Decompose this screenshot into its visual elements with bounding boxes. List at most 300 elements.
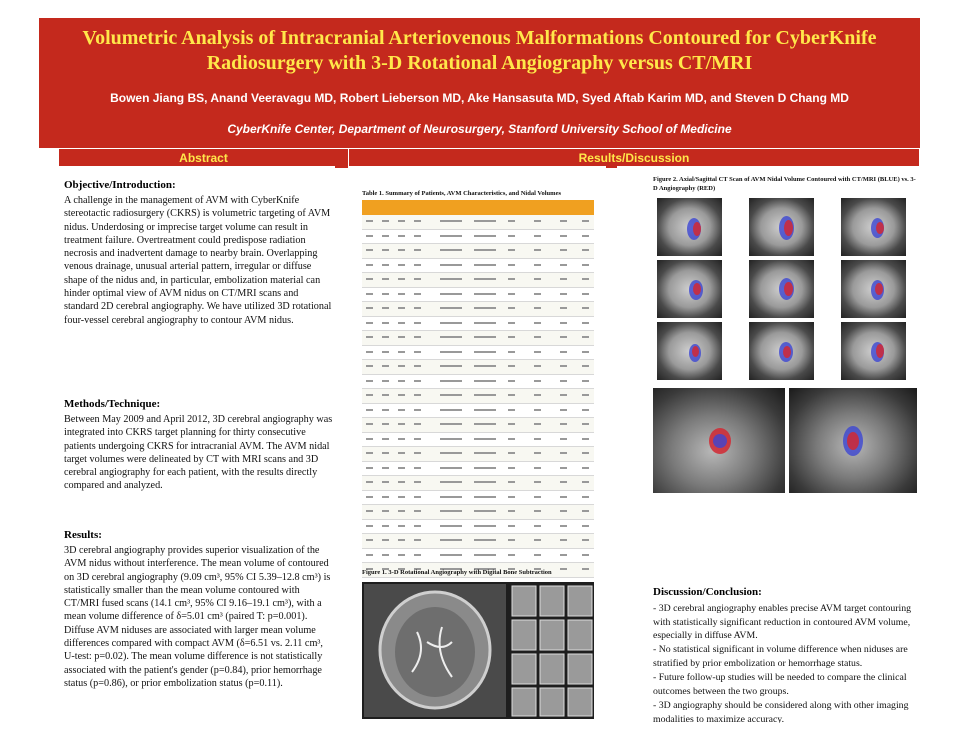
figure2-ct-grid bbox=[653, 198, 918, 593]
table-cell bbox=[414, 307, 421, 309]
table-cell bbox=[440, 394, 462, 396]
table-cell bbox=[560, 351, 567, 353]
patient-summary-table bbox=[362, 215, 594, 592]
table-cell bbox=[440, 539, 462, 541]
results-table-column bbox=[348, 166, 606, 723]
table-cell bbox=[414, 249, 421, 251]
table-cell bbox=[382, 510, 389, 512]
table-row bbox=[362, 447, 594, 462]
table-cell bbox=[414, 409, 421, 411]
table-cell bbox=[560, 307, 567, 309]
table-cell bbox=[582, 409, 589, 411]
table-cell bbox=[398, 307, 405, 309]
table-cell bbox=[382, 467, 389, 469]
table-cell bbox=[440, 380, 462, 382]
table-cell bbox=[366, 525, 373, 527]
table-cell bbox=[534, 264, 541, 266]
table-cell bbox=[582, 568, 589, 570]
table-cell bbox=[366, 293, 373, 295]
table-cell bbox=[414, 365, 421, 367]
table-cell bbox=[560, 235, 567, 237]
table-cell bbox=[560, 481, 567, 483]
table-cell bbox=[398, 409, 405, 411]
table-row bbox=[362, 215, 594, 230]
table-cell bbox=[560, 438, 567, 440]
table-cell bbox=[508, 394, 515, 396]
table-row bbox=[362, 389, 594, 404]
table-cell bbox=[560, 322, 567, 324]
table-row bbox=[362, 288, 594, 303]
table-cell bbox=[398, 249, 405, 251]
table-cell bbox=[398, 510, 405, 512]
table-cell bbox=[366, 481, 373, 483]
table-cell bbox=[474, 510, 496, 512]
table-cell bbox=[582, 293, 589, 295]
table-cell bbox=[398, 351, 405, 353]
table-cell bbox=[366, 380, 373, 382]
table-cell bbox=[534, 322, 541, 324]
table-cell bbox=[382, 322, 389, 324]
table-cell bbox=[474, 554, 496, 556]
table-row bbox=[362, 244, 594, 259]
table-cell bbox=[582, 452, 589, 454]
table-cell bbox=[382, 481, 389, 483]
table-cell bbox=[582, 336, 589, 338]
table-cell bbox=[414, 467, 421, 469]
table-cell bbox=[582, 220, 589, 222]
sagittal-ct-left bbox=[653, 388, 785, 493]
table-cell bbox=[366, 554, 373, 556]
table-cell bbox=[366, 351, 373, 353]
figure1-angiography-image bbox=[362, 582, 594, 719]
table-cell bbox=[582, 249, 589, 251]
figure1-caption: Figure 1. 3-D Rotational Angiography with Digital Bone Subtraction bbox=[362, 569, 552, 576]
abstract-section-header: Abstract bbox=[59, 149, 348, 168]
table-cell bbox=[414, 278, 421, 280]
poster bbox=[39, 18, 920, 723]
table-cell bbox=[440, 336, 462, 338]
table-row bbox=[362, 273, 594, 288]
table-cell bbox=[474, 278, 496, 280]
table-cell bbox=[414, 554, 421, 556]
table-cell bbox=[582, 365, 589, 367]
ct-slice bbox=[841, 260, 906, 318]
table-cell bbox=[582, 467, 589, 469]
table-cell bbox=[474, 351, 496, 353]
table-cell bbox=[508, 539, 515, 541]
table-cell bbox=[398, 481, 405, 483]
table-cell bbox=[440, 264, 462, 266]
table-cell bbox=[534, 278, 541, 280]
table-cell bbox=[582, 235, 589, 237]
table-cell bbox=[382, 438, 389, 440]
table-cell bbox=[560, 249, 567, 251]
table-cell bbox=[508, 278, 515, 280]
table-cell bbox=[414, 235, 421, 237]
table-cell bbox=[382, 554, 389, 556]
ct-slice bbox=[657, 198, 722, 256]
table-cell bbox=[582, 394, 589, 396]
table-cell bbox=[474, 336, 496, 338]
table-cell bbox=[508, 510, 515, 512]
table-cell bbox=[414, 264, 421, 266]
table-cell bbox=[560, 380, 567, 382]
methods-heading: Methods/Technique: bbox=[64, 398, 161, 410]
table-cell bbox=[474, 539, 496, 541]
table-cell bbox=[440, 293, 462, 295]
table-cell bbox=[560, 264, 567, 266]
table-cell bbox=[382, 235, 389, 237]
table-cell bbox=[414, 510, 421, 512]
table-cell bbox=[440, 452, 462, 454]
table-cell bbox=[474, 481, 496, 483]
table-cell bbox=[474, 452, 496, 454]
table-cell bbox=[414, 438, 421, 440]
table-cell bbox=[582, 278, 589, 280]
figure2-discussion-column bbox=[617, 166, 920, 723]
ct-slice bbox=[749, 322, 814, 380]
table-cell bbox=[560, 467, 567, 469]
methods-text: Between May 2009 and April 2012, 3D cerebral angiography was integrated into CKRS target planning for thirty consecutive patients undergoing CKRS for intracranial AVM. The AVM nidal target volumes were delineated by CT with MRI scans and 3D cerebral angiography for each patient, with the results directly compared and analyzed. bbox=[64, 414, 333, 492]
objective-text: A challenge in the management of AVM with CyberKnife stereotactic radiosurgery (CKRS) is volumetric targeting of AVM nidus. Underdosing or imprecise target volume can result in treatment failure. Overtreatment could predispose radiation necrosis and inadvertent damage to nearby brain. Overlapping venous drainage, unusual arterial pattern, irregular or diffuse shape of the nidus and, in particular, embolization material can hinder optimal view of AVM nidus on CT/MRI scans and standard 2D cerebral angiography. We have utilized 3D rotational four-vessel cerebral angiography to contour AVM nidus. bbox=[64, 195, 332, 326]
table-cell bbox=[398, 496, 405, 498]
table-cell bbox=[534, 452, 541, 454]
table-cell bbox=[508, 322, 515, 324]
ct-slice bbox=[749, 260, 814, 318]
table-cell bbox=[414, 220, 421, 222]
table-cell bbox=[398, 322, 405, 324]
table-cell bbox=[508, 467, 515, 469]
table-cell bbox=[414, 539, 421, 541]
discussion-heading: Discussion/Conclusion: bbox=[653, 586, 762, 598]
results-heading: Results: bbox=[64, 529, 102, 541]
table-cell bbox=[414, 380, 421, 382]
table-cell bbox=[582, 380, 589, 382]
table-row bbox=[362, 505, 594, 520]
table-cell bbox=[508, 336, 515, 338]
table-cell bbox=[560, 539, 567, 541]
table-cell bbox=[534, 336, 541, 338]
table-cell bbox=[560, 409, 567, 411]
table-row bbox=[362, 317, 594, 332]
table-cell bbox=[534, 351, 541, 353]
table-cell bbox=[382, 496, 389, 498]
table-row bbox=[362, 549, 594, 564]
table-cell bbox=[508, 249, 515, 251]
table-cell bbox=[398, 539, 405, 541]
table-cell bbox=[366, 467, 373, 469]
table-cell bbox=[474, 423, 496, 425]
table-cell bbox=[474, 467, 496, 469]
table-cell bbox=[440, 365, 462, 367]
table-cell bbox=[474, 409, 496, 411]
table-cell bbox=[508, 264, 515, 266]
table-row bbox=[362, 360, 594, 375]
table-cell bbox=[440, 307, 462, 309]
abstract-column bbox=[39, 166, 335, 723]
table-row bbox=[362, 520, 594, 535]
table-cell bbox=[382, 264, 389, 266]
table-cell bbox=[382, 452, 389, 454]
table-cell bbox=[582, 554, 589, 556]
table-cell bbox=[474, 525, 496, 527]
table-row bbox=[362, 491, 594, 506]
table-cell bbox=[508, 409, 515, 411]
results-section-header: Results/Discussion bbox=[349, 149, 919, 168]
table-cell bbox=[534, 481, 541, 483]
table-cell bbox=[398, 380, 405, 382]
table-cell bbox=[560, 568, 567, 570]
figure2-caption: Figure 2. Axial/Sagittal CT Scan of AVM Nidal Volume Contoured with CT/MRI (BLUE) vs. 3-D Angiography (RED) bbox=[653, 176, 916, 192]
table-cell bbox=[508, 481, 515, 483]
table-cell bbox=[582, 322, 589, 324]
sagittal-ct-right bbox=[789, 388, 917, 493]
table-cell bbox=[414, 525, 421, 527]
table-cell bbox=[382, 249, 389, 251]
results-text: 3D cerebral angiography provides superior visualization of the AVM nidus without interference. The mean volume of contoured on 3D cerebral angiography (9.09 cm³, 95% CI 5.39–12.8 cm³) is statistically smaller than the mean volume contoured with CT/MRI fused scans (14.1 cm³, 95% CI 9.16–19.1 cm³), with a mean volume difference of δ=5.01 cm³ (paired T: p=0.001). Diffuse AVM niduses are associated with larger mean volume differences compared with compact AVM (δ=6.51 vs. 2.11 cm³, U-test: p=0.02). The mean volume difference is not statistically associated with the patient's gender (p=0.84), prior hemorrhage status (p=0.86), or prior embolization status (p=0.11). bbox=[64, 545, 331, 689]
table-cell bbox=[414, 293, 421, 295]
table-cell bbox=[382, 293, 389, 295]
table-cell bbox=[366, 394, 373, 396]
table-cell bbox=[440, 496, 462, 498]
table-cell bbox=[582, 423, 589, 425]
table-cell bbox=[366, 423, 373, 425]
table-cell bbox=[366, 322, 373, 324]
objective-heading: Objective/Introduction: bbox=[64, 179, 176, 191]
table-cell bbox=[474, 235, 496, 237]
table-cell bbox=[382, 307, 389, 309]
table-cell bbox=[398, 467, 405, 469]
ct-slice bbox=[657, 260, 722, 318]
table-cell bbox=[534, 467, 541, 469]
table-cell bbox=[560, 336, 567, 338]
table-cell bbox=[474, 293, 496, 295]
table-cell bbox=[440, 467, 462, 469]
table-cell bbox=[508, 554, 515, 556]
table-cell bbox=[560, 293, 567, 295]
table-cell bbox=[534, 365, 541, 367]
table-cell bbox=[382, 409, 389, 411]
table-cell bbox=[508, 351, 515, 353]
table-cell bbox=[582, 307, 589, 309]
table-cell bbox=[508, 525, 515, 527]
table-row bbox=[362, 230, 594, 245]
table-cell bbox=[440, 220, 462, 222]
table-cell bbox=[366, 235, 373, 237]
table-row bbox=[362, 476, 594, 491]
table-cell bbox=[440, 249, 462, 251]
table-cell bbox=[440, 235, 462, 237]
table-cell bbox=[366, 496, 373, 498]
table-cell bbox=[440, 438, 462, 440]
table-cell bbox=[382, 423, 389, 425]
table-cell bbox=[414, 336, 421, 338]
table-cell bbox=[534, 380, 541, 382]
table-cell bbox=[582, 510, 589, 512]
table-cell bbox=[582, 525, 589, 527]
table-cell bbox=[414, 496, 421, 498]
table-cell bbox=[366, 264, 373, 266]
table-cell bbox=[508, 496, 515, 498]
table-header-row bbox=[362, 200, 594, 215]
table-cell bbox=[440, 409, 462, 411]
table-cell bbox=[382, 365, 389, 367]
ct-slice bbox=[841, 198, 906, 256]
table-cell bbox=[534, 438, 541, 440]
table-cell bbox=[508, 365, 515, 367]
table-cell bbox=[366, 249, 373, 251]
table-cell bbox=[398, 365, 405, 367]
table-cell bbox=[474, 307, 496, 309]
table-cell bbox=[398, 293, 405, 295]
table-cell bbox=[508, 438, 515, 440]
angiography-panels bbox=[362, 582, 594, 719]
table-cell bbox=[382, 394, 389, 396]
table-cell bbox=[398, 423, 405, 425]
table-cell bbox=[398, 438, 405, 440]
table-cell bbox=[440, 423, 462, 425]
table-cell bbox=[474, 264, 496, 266]
table-cell bbox=[534, 235, 541, 237]
table-cell bbox=[560, 554, 567, 556]
table-cell bbox=[414, 394, 421, 396]
table-cell bbox=[560, 220, 567, 222]
table-cell bbox=[366, 510, 373, 512]
table-cell bbox=[366, 365, 373, 367]
table-cell bbox=[366, 278, 373, 280]
table-cell bbox=[398, 278, 405, 280]
table-cell bbox=[582, 351, 589, 353]
table-cell bbox=[534, 409, 541, 411]
table-cell bbox=[560, 365, 567, 367]
table-cell bbox=[534, 496, 541, 498]
table-row bbox=[362, 404, 594, 419]
table-cell bbox=[382, 539, 389, 541]
table-cell bbox=[366, 452, 373, 454]
table-cell bbox=[508, 235, 515, 237]
table-cell bbox=[474, 322, 496, 324]
ct-slice bbox=[657, 322, 722, 380]
table-cell bbox=[534, 539, 541, 541]
table-cell bbox=[508, 452, 515, 454]
table-cell bbox=[474, 220, 496, 222]
discussion-point: - 3D angiography should be considered along with other imaging modalities to maximize accuracy. bbox=[653, 700, 909, 723]
table-cell bbox=[534, 423, 541, 425]
table-cell bbox=[560, 452, 567, 454]
table-cell bbox=[414, 423, 421, 425]
table-cell bbox=[560, 525, 567, 527]
table-cell bbox=[414, 452, 421, 454]
table-cell bbox=[474, 496, 496, 498]
table-cell bbox=[582, 481, 589, 483]
table-cell bbox=[508, 423, 515, 425]
table-cell bbox=[474, 365, 496, 367]
table-cell bbox=[382, 336, 389, 338]
table-caption: Table 1. Summary of Patients, AVM Characteristics, and Nidal Volumes bbox=[362, 190, 561, 197]
table-cell bbox=[414, 481, 421, 483]
table-cell bbox=[582, 264, 589, 266]
poster-header bbox=[39, 18, 920, 148]
discussion-point: - 3D cerebral angiography enables precise AVM target contouring with statistically significant reduction in contoured AVM volume, especially in diffuse AVM. bbox=[653, 603, 912, 641]
table-row bbox=[362, 462, 594, 477]
table-cell bbox=[508, 380, 515, 382]
table-cell bbox=[398, 554, 405, 556]
table-cell bbox=[440, 322, 462, 324]
table-cell bbox=[366, 539, 373, 541]
table-cell bbox=[534, 394, 541, 396]
table-cell bbox=[440, 351, 462, 353]
table-cell bbox=[440, 525, 462, 527]
table-row bbox=[362, 534, 594, 549]
table-cell bbox=[474, 438, 496, 440]
table-cell bbox=[366, 307, 373, 309]
table-row bbox=[362, 302, 594, 317]
table-cell bbox=[398, 336, 405, 338]
table-cell bbox=[534, 249, 541, 251]
table-row bbox=[362, 433, 594, 448]
table-row bbox=[362, 331, 594, 346]
table-cell bbox=[414, 351, 421, 353]
table-cell bbox=[382, 278, 389, 280]
table-cell bbox=[398, 235, 405, 237]
table-cell bbox=[440, 481, 462, 483]
table-cell bbox=[534, 525, 541, 527]
table-cell bbox=[366, 336, 373, 338]
table-cell bbox=[560, 394, 567, 396]
poster-title: Volumetric Analysis of Intracranial Arteriovenous Malformations Contoured for CyberKnife Radiosurgery with 3-D Rotational Angiography versus CT/MRI bbox=[82, 27, 877, 74]
ct-slice bbox=[841, 322, 906, 380]
table-cell bbox=[366, 409, 373, 411]
table-row bbox=[362, 418, 594, 433]
table-cell bbox=[382, 351, 389, 353]
table-cell bbox=[474, 394, 496, 396]
table-cell bbox=[382, 525, 389, 527]
table-row bbox=[362, 375, 594, 390]
table-cell bbox=[382, 220, 389, 222]
table-cell bbox=[560, 510, 567, 512]
table-cell bbox=[382, 380, 389, 382]
table-cell bbox=[508, 307, 515, 309]
discussion-point: - No statistical significant in volume difference when niduses are stratified by prior embolization or hemorrhage status. bbox=[653, 644, 908, 669]
table-row bbox=[362, 346, 594, 361]
table-cell bbox=[534, 293, 541, 295]
table-cell bbox=[508, 293, 515, 295]
table-cell bbox=[582, 496, 589, 498]
table-cell bbox=[582, 438, 589, 440]
table-cell bbox=[534, 510, 541, 512]
table-cell bbox=[474, 249, 496, 251]
table-cell bbox=[398, 525, 405, 527]
table-cell bbox=[440, 278, 462, 280]
table-cell bbox=[440, 510, 462, 512]
table-cell bbox=[560, 278, 567, 280]
table-row bbox=[362, 259, 594, 274]
table-cell bbox=[366, 220, 373, 222]
table-cell bbox=[474, 380, 496, 382]
affiliation: CyberKnife Center, Department of Neurosurgery, Stanford University School of Medicine bbox=[227, 122, 732, 136]
table-cell bbox=[534, 220, 541, 222]
table-cell bbox=[398, 220, 405, 222]
table-cell bbox=[582, 539, 589, 541]
table-cell bbox=[508, 220, 515, 222]
table-cell bbox=[534, 554, 541, 556]
table-cell bbox=[560, 423, 567, 425]
author-list: Bowen Jiang BS, Anand Veeravagu MD, Robert Lieberson MD, Ake Hansasuta MD, Syed Aftab Karim MD, and Steven D Chang MD bbox=[110, 91, 849, 105]
table-cell bbox=[398, 394, 405, 396]
discussion-point: - Future follow-up studies will be needed to compare the clinical outcomes between the two groups. bbox=[653, 672, 907, 697]
table-cell bbox=[560, 496, 567, 498]
table-cell bbox=[534, 307, 541, 309]
